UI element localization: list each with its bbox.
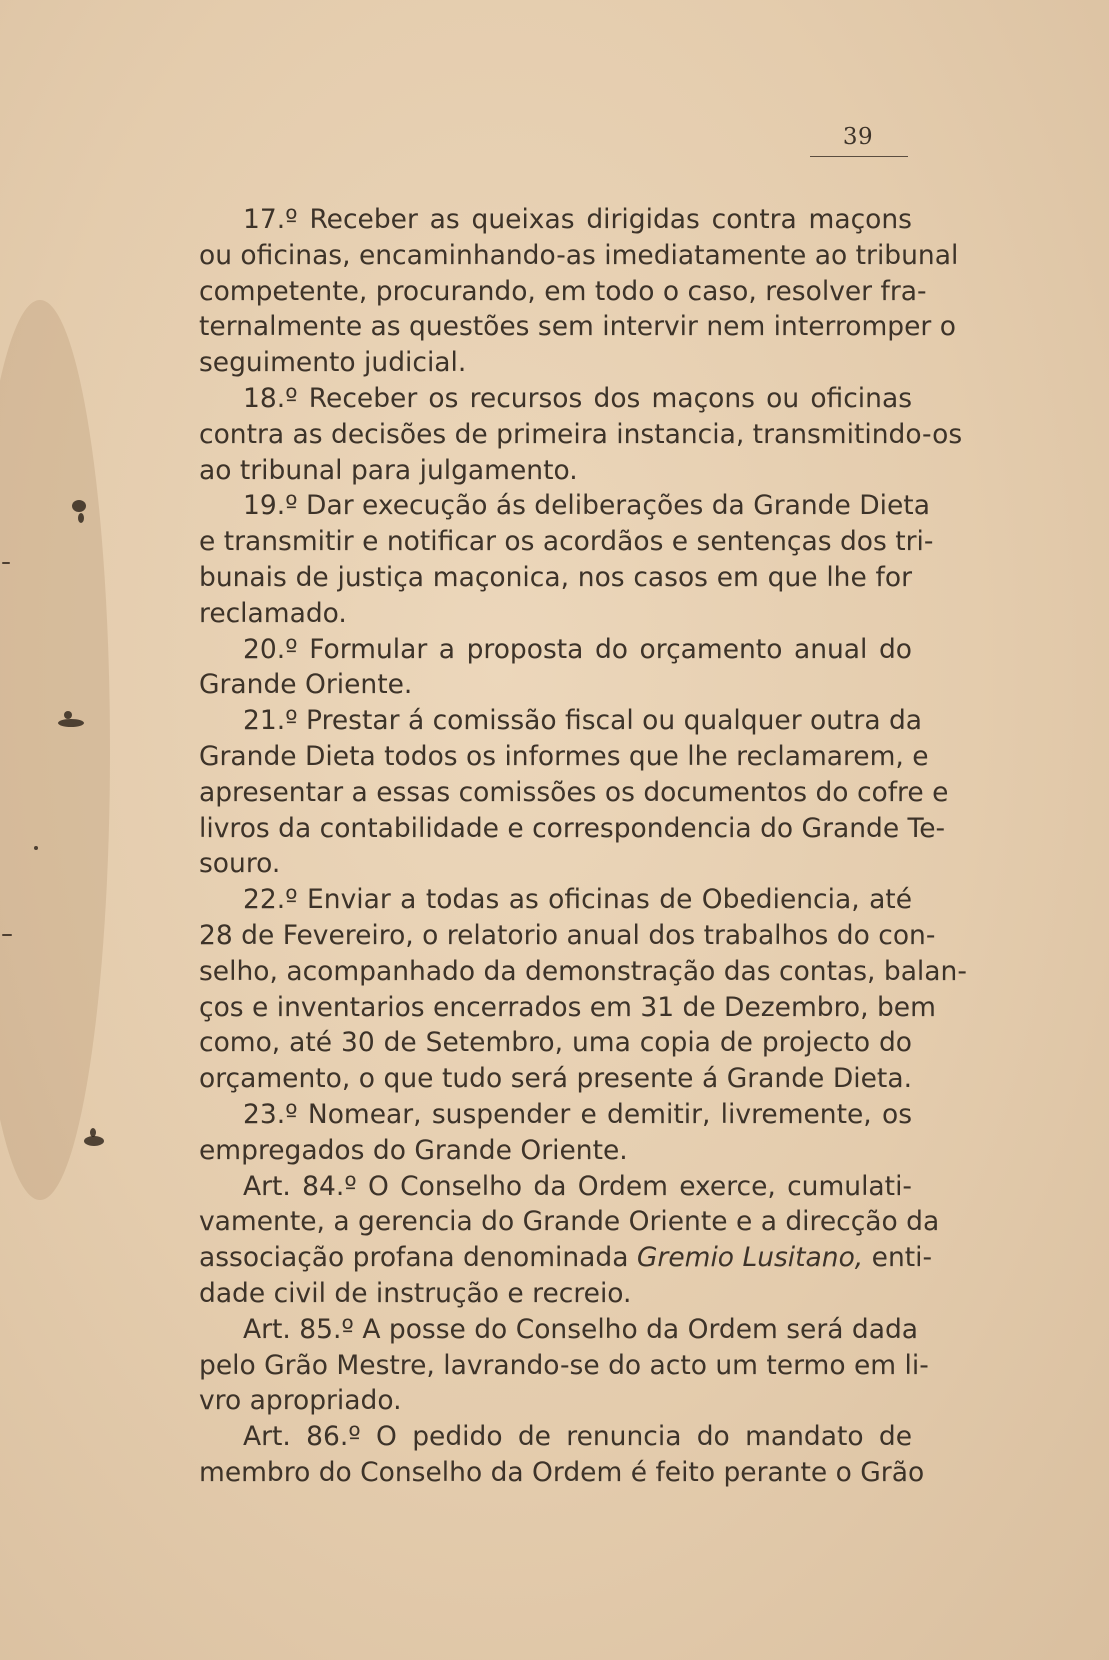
text-line: souro. (199, 848, 281, 880)
text-line: 22.º Enviar a todas as oficinas de Obediencia, até (243, 884, 912, 916)
text-line: Art. 84.º O Conselho da Ordem exerce, cumulati- (243, 1170, 912, 1202)
header-rule (810, 156, 908, 157)
text-line: 17.º Receber as queixas dirigidas contra maçons (243, 204, 912, 235)
text-line: seguimento judicial. (199, 347, 467, 379)
text-line: 28 de Fevereiro, o relatorio anual dos trabalhos do con- (199, 919, 936, 951)
text-line: bunais de justiça maçonica, nos casos em que lhe for (199, 561, 912, 593)
margin-speck (34, 846, 38, 850)
body-text (199, 202, 967, 1491)
margin-speck (58, 719, 84, 727)
text-line: Art. 85.º A posse do Conselho da Ordem será dada (243, 1313, 919, 1345)
margin-speck (84, 1136, 104, 1146)
text-line: 20.º Formular a proposta do orçamento anual do (243, 633, 912, 665)
text-line: 19.º Dar execução ás deliberações da Grande Dieta (243, 490, 930, 522)
text-line: Grande Oriente. (199, 669, 413, 701)
text-line: 23.º Nomear, suspender e demitir, livremente, os (243, 1098, 912, 1130)
margin-speck (2, 562, 10, 564)
text-fragment: associação profana denominada (199, 1242, 637, 1274)
text-line: dade civil de instrução e recreio. (199, 1277, 632, 1309)
text-line: como, até 30 de Setembro, uma copia de projecto do (199, 1027, 912, 1059)
text-fragment: enti- (863, 1242, 933, 1274)
text-line: contra as decisões de primeira instancia, transmitindo-os (199, 418, 963, 450)
text-line: reclamado. (199, 597, 347, 629)
margin-speck (64, 711, 72, 719)
margin-speck (2, 934, 12, 936)
text-line: 18.º Receber os recursos dos maçons ou oficinas (243, 382, 912, 414)
margin-speck (78, 513, 84, 523)
text-line: competente, procurando, em todo o caso, resolver fra- (199, 275, 927, 307)
text-line: ternalmente as questões sem intervir nem interromper o (199, 311, 956, 343)
paper-stain (0, 300, 110, 1200)
text-line: apresentar a essas comissões os documentos do cofre e (199, 776, 949, 808)
text-line-mixed (199, 1240, 933, 1276)
text-line: 21.º Prestar á comissão fiscal ou qualquer outra da (243, 705, 923, 737)
page-number: 39 (842, 124, 874, 150)
text-line: ou oficinas, encaminhando-as imediatamente ao tribunal (199, 239, 959, 271)
text-line: ao tribunal para julgamento. (199, 454, 578, 486)
text-line: pelo Grão Mestre, lavrando-se do acto um termo em li- (199, 1349, 929, 1381)
text-line: Grande Dieta todos os informes que lhe reclamarem, e (199, 740, 929, 772)
text-line: ços e inventarios encerrados em 31 de Dezembro, bem (199, 991, 936, 1023)
text-line: Art. 86.º O pedido de renuncia do mandato de (243, 1421, 912, 1453)
text-line: e transmitir e notificar os acordãos e sentenças dos tri- (199, 526, 934, 558)
text-line: empregados do Grande Oriente. (199, 1134, 628, 1166)
italic-title: Gremio Lusitano, (636, 1242, 864, 1274)
margin-speck (72, 500, 86, 512)
margin-speck (90, 1128, 96, 1137)
text-line: selho, acompanhado da demonstração das contas, balan- (199, 955, 967, 987)
text-line: vamente, a gerencia do Grande Oriente e a direcção da (199, 1206, 940, 1238)
text-line: livros da contabilidade e correspondencia do Grande Te- (199, 812, 946, 844)
text-line: vro apropriado. (199, 1385, 402, 1417)
text-line: orçamento, o que tudo será presente á Grande Dieta. (199, 1063, 912, 1095)
text-line: membro do Conselho da Ordem é feito perante o Grão (199, 1456, 925, 1488)
